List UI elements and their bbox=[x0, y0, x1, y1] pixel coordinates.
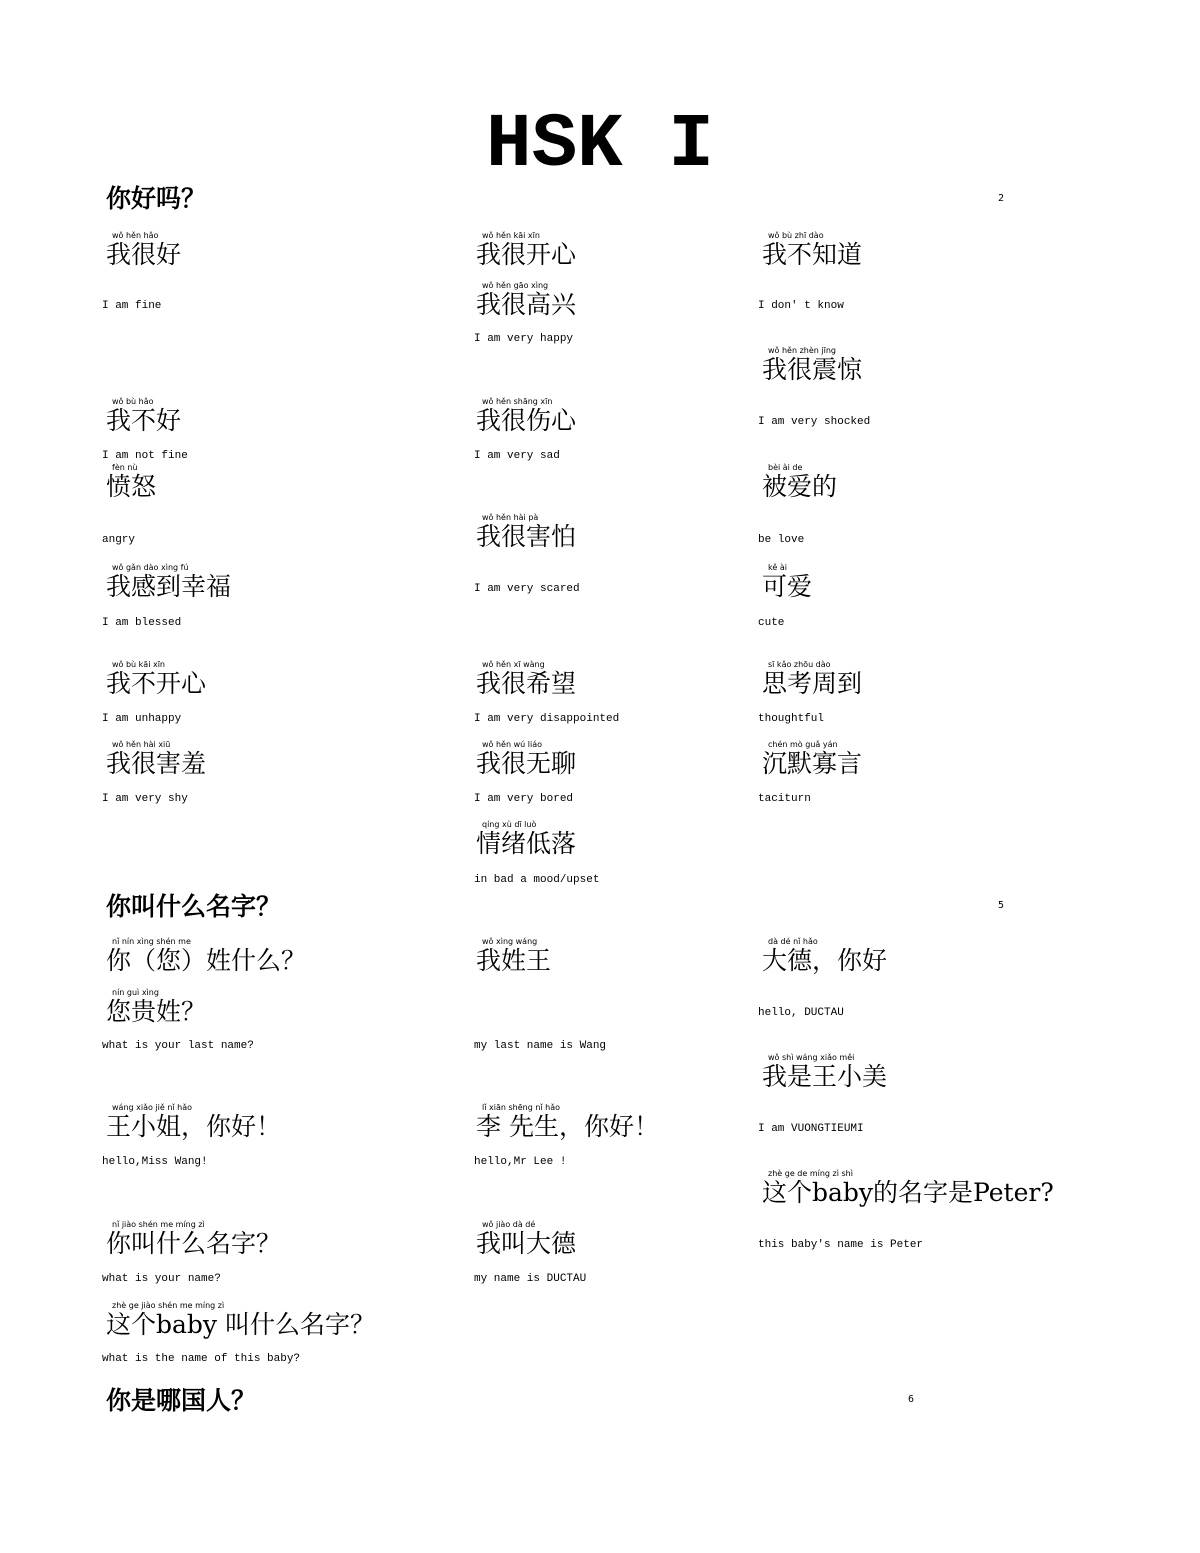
english: I don' t know bbox=[758, 300, 844, 312]
pinyin: kě ài bbox=[768, 563, 787, 572]
pinyin: wǒ gǎn dào xìng fú bbox=[112, 563, 189, 572]
hanzi: 我很希望 bbox=[476, 669, 577, 698]
pinyin: wǒ shì wáng xiǎo měi bbox=[768, 1053, 855, 1062]
hanzi: 我姓王 bbox=[476, 946, 552, 975]
pinyin: qíng xù dī luò bbox=[482, 820, 537, 829]
hanzi: 我叫大德 bbox=[476, 1229, 577, 1258]
pinyin: nǐ nín xìng shén me bbox=[112, 937, 191, 946]
english: what is your name? bbox=[102, 1273, 221, 1285]
page-number: 5 bbox=[998, 900, 1005, 911]
english: thoughtful bbox=[758, 713, 825, 725]
hanzi: 我很开心 bbox=[476, 240, 577, 269]
hanzi: 这个baby的名字是Peter? bbox=[762, 1178, 1054, 1207]
hanzi: 愤怒 bbox=[106, 472, 157, 501]
hanzi: 李 先生，你好！ bbox=[476, 1112, 659, 1141]
pinyin: wǒ hěn shāng xīn bbox=[482, 397, 553, 406]
pinyin: wǒ jiào dà dé bbox=[482, 1220, 536, 1229]
pinyin: wǒ bù zhī dào bbox=[768, 231, 824, 240]
pinyin: fèn nù bbox=[112, 463, 138, 472]
pinyin: wǒ xìng wáng bbox=[482, 937, 538, 946]
hanzi: 王小姐，你好！ bbox=[106, 1112, 282, 1141]
english: I am not fine bbox=[102, 450, 188, 462]
pinyin: wǒ hěn hǎo bbox=[112, 231, 159, 240]
pinyin: nín guì xìng bbox=[112, 988, 159, 997]
hanzi: 我很害羞 bbox=[106, 749, 207, 778]
hanzi: 我很震惊 bbox=[762, 355, 863, 384]
hanzi: 我感到幸福 bbox=[106, 572, 232, 601]
pinyin: dà dé nǐ hǎo bbox=[768, 937, 818, 946]
pinyin: wǒ hěn zhèn jīng bbox=[768, 346, 836, 355]
page-number: 2 bbox=[998, 193, 1005, 204]
hanzi: 我很无聊 bbox=[476, 749, 577, 778]
pinyin: wǒ hěn kāi xīn bbox=[482, 231, 540, 240]
english: in bad a mood/upset bbox=[474, 874, 600, 886]
english: be love bbox=[758, 534, 805, 546]
pinyin: sī kǎo zhōu dào bbox=[768, 660, 831, 669]
pinyin: wǒ bù kāi xīn bbox=[112, 660, 165, 669]
english: I am blessed bbox=[102, 617, 182, 629]
english: I am very happy bbox=[474, 333, 574, 345]
english: I am very shocked bbox=[758, 416, 871, 428]
pinyin: wǒ bù hǎo bbox=[112, 397, 154, 406]
pinyin: wǒ hěn hài xiū bbox=[112, 740, 171, 749]
hanzi: 这个baby 叫什么名字？ bbox=[106, 1310, 375, 1339]
english: I am unhappy bbox=[102, 713, 182, 725]
hanzi: 我不好 bbox=[106, 406, 182, 435]
hanzi: 我是王小美 bbox=[762, 1062, 888, 1091]
hanzi: 我不知道 bbox=[762, 240, 863, 269]
hanzi: 我很高兴 bbox=[476, 290, 577, 319]
hanzi: 你（您）姓什么？ bbox=[106, 946, 307, 975]
hanzi: 大德，你好 bbox=[762, 946, 888, 975]
english: hello,Miss Wang! bbox=[102, 1156, 208, 1168]
pinyin: wǒ hěn xī wàng bbox=[482, 660, 545, 669]
pinyin: wǒ hěn hài pà bbox=[482, 513, 539, 522]
english: what is your last name? bbox=[102, 1040, 254, 1052]
english: I am VUONGTIEUMI bbox=[758, 1123, 864, 1135]
hanzi: 您贵姓？ bbox=[106, 997, 207, 1026]
english: I am very sad bbox=[474, 450, 560, 462]
english: my last name is Wang bbox=[474, 1040, 607, 1052]
english: this baby's name is Peter bbox=[758, 1239, 924, 1251]
english: angry bbox=[102, 534, 136, 546]
english: what is the name of this baby? bbox=[102, 1353, 301, 1365]
pinyin: chén mò guǎ yán bbox=[768, 740, 838, 749]
english: hello, DUCTAU bbox=[758, 1007, 844, 1019]
pinyin: bèi ài de bbox=[768, 463, 803, 472]
pinyin: lǐ xiān shēng nǐ hǎo bbox=[482, 1103, 561, 1112]
english: taciturn bbox=[758, 793, 811, 805]
hanzi: 你叫什么名字？ bbox=[106, 1229, 282, 1258]
hanzi: 情绪低落 bbox=[476, 829, 577, 858]
english: I am fine bbox=[102, 300, 162, 312]
pinyin: wǒ hěn gāo xìng bbox=[482, 281, 549, 290]
section-title: 你叫什么名字？ bbox=[106, 892, 282, 921]
pinyin: zhè ge jiào shén me míng zì bbox=[112, 1301, 225, 1310]
english: my name is DUCTAU bbox=[474, 1273, 587, 1285]
pinyin: nǐ jiào shén me míng zì bbox=[112, 1220, 205, 1229]
hanzi: 可爱 bbox=[762, 572, 813, 601]
pinyin: wǒ hěn wú liáo bbox=[482, 740, 542, 749]
english: I am very scared bbox=[474, 583, 580, 595]
english: hello,Mr Lee ! bbox=[474, 1156, 567, 1168]
hanzi: 我很伤心 bbox=[476, 406, 577, 435]
pinyin: wáng xiǎo jiě nǐ hǎo bbox=[112, 1103, 193, 1112]
section-title: 你好吗？ bbox=[106, 184, 207, 213]
hanzi: 我不开心 bbox=[106, 669, 207, 698]
hanzi: 我很好 bbox=[106, 240, 182, 269]
hanzi: 被爱的 bbox=[762, 472, 838, 501]
english: I am very bored bbox=[474, 793, 574, 805]
hanzi: 我很害怕 bbox=[476, 522, 577, 551]
english: I am very shy bbox=[102, 793, 188, 805]
document-title: HSK I bbox=[485, 102, 715, 188]
english: I am very disappointed bbox=[474, 713, 620, 725]
pinyin: zhè ge de míng zì shì bbox=[768, 1169, 853, 1178]
section-title: 你是哪国人？ bbox=[106, 1386, 257, 1415]
english: cute bbox=[758, 617, 785, 629]
hanzi: 思考周到 bbox=[762, 669, 863, 698]
hanzi: 沉默寡言 bbox=[762, 749, 863, 778]
page-number: 6 bbox=[908, 1394, 915, 1405]
